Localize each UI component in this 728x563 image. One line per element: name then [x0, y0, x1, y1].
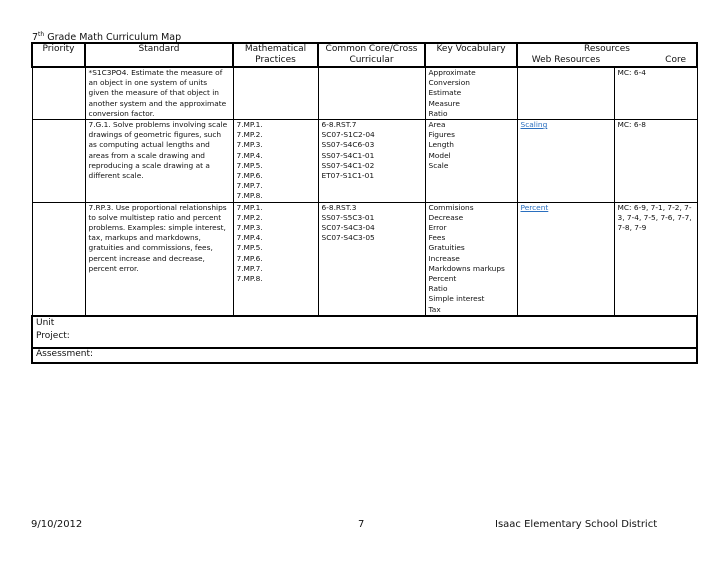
- vocab-cell: Commisions Decrease Error Fees Gratuities Increase Markdowns markups Percent Ratio Simple interest Tax: [425, 202, 517, 316]
- vocab-cell: Area Figures Length Model Scale: [425, 120, 517, 203]
- unit-project-label: Unit Project:: [36, 317, 70, 341]
- table-row: [32, 67, 697, 120]
- vocab-cell: Approximate Conversion Estimate Measure Ratio: [425, 67, 517, 120]
- core-cell: MC: 6-9, 7-1, 7-2, 7-3, 7-4, 7-5, 7-6, 7-7, 7-8, 7-9: [614, 202, 697, 316]
- core-cell: MC: 6-8: [614, 120, 697, 203]
- header-common-core: Common Core/Cross Curricular: [318, 43, 425, 67]
- common-core-cell: [318, 67, 425, 120]
- web-resource-cell: [517, 120, 614, 203]
- common-core-cell: 6-8.RST.7 SC07-S1C2-04 SS07-S4C6-03 SS07-S4C1-01 SS07-S4C1-02 ET07-S1C1-01: [318, 120, 425, 203]
- header-web-resources: Web Resources: [517, 55, 614, 67]
- standard-cell: 7.G.1. Solve problems involving scale drawings of geometric figures, such as computing actual lengths and areas from a scale drawing and reproducing a scale drawing at a different scale.: [85, 120, 233, 203]
- scaling-link[interactable]: Scaling: [520, 120, 548, 130]
- header-math-practices: Mathematical Practices: [233, 43, 318, 67]
- web-resource-cell: [517, 67, 614, 120]
- header-priority: Priority: [32, 43, 85, 67]
- practices-cell: 7.MP.1. 7.MP.2. 7.MP.3. 7.MP.4. 7.MP.5. 7.MP.6. 7.MP.7. 7.MP.8.: [233, 202, 318, 316]
- curriculum-table: [31, 42, 698, 364]
- title-rest: Grade Math Curriculum Map: [44, 32, 182, 44]
- core-cell: MC: 6-4: [614, 67, 697, 120]
- practices-cell: 7.MP.1. 7.MP.2. 7.MP.3. 7.MP.4. 7.MP.5. 7.MP.6. 7.MP.7. 7.MP.8.: [233, 120, 318, 203]
- standard-cell: 7.RP.3. Use proportional relationships to solve multistep ratio and percent problems. Examples: simple interest, tax, markups and markdowns, gratuities and commissions, fees, percent increase and decrease, percent error.: [85, 202, 233, 316]
- footer-page-number: 7: [358, 519, 365, 530]
- common-core-cell: 6-8.RST.3 SS07-S5C3-01 SC07-S4C3-04 SC07-S4C3-05: [318, 202, 425, 316]
- standard-cell: *S1C3PO4. Estimate the measure of an object in one system of units given the measure of that object in another system and the approximate conversion factor.: [85, 67, 233, 120]
- assessment-row: [32, 348, 697, 363]
- practices-cell: [233, 67, 318, 120]
- web-resource-cell: [517, 202, 614, 316]
- assessment-label: Assessment:: [36, 348, 94, 359]
- title-sup: th: [38, 31, 45, 38]
- header-standard: Standard: [85, 43, 233, 67]
- header-row: [32, 43, 697, 55]
- header-resources: Resources: [517, 43, 697, 55]
- header-core: Core: [614, 55, 697, 67]
- footer-date: 9/10/2012: [31, 519, 83, 530]
- table-row: [32, 120, 697, 203]
- footer-district: Isaac Elementary School District: [495, 519, 658, 530]
- table-row: [32, 202, 697, 316]
- unit-project-cell: [32, 316, 697, 348]
- percent-link[interactable]: Percent: [520, 202, 549, 212]
- header-key-vocabulary: Key Vocabulary: [425, 43, 517, 67]
- title-grade: 7: [32, 32, 39, 44]
- priority-cell: [32, 202, 85, 316]
- assessment-cell: [32, 348, 697, 363]
- priority-cell: [32, 67, 85, 120]
- unit-project-row: [32, 316, 697, 348]
- priority-cell: [32, 120, 85, 203]
